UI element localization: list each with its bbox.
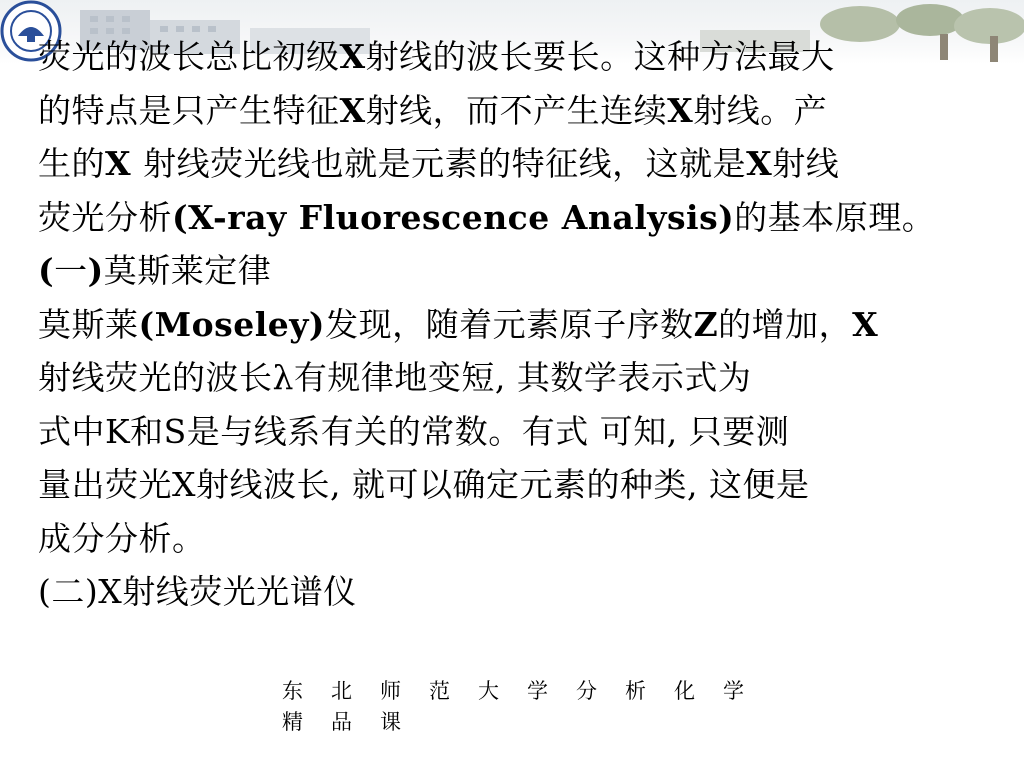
text-run: Z <box>693 304 719 344</box>
text-run: 可知, 只要测 <box>588 411 790 451</box>
footer-line-2: 精品课 <box>282 710 429 734</box>
text-run: 射线荧光的波长λ有规律地变短, 其数学表示式为 <box>38 358 752 397</box>
text-run: 的基本原理。 <box>734 197 936 237</box>
text-run: 荧光分析 <box>38 197 172 237</box>
text-line-6 <box>38 298 988 352</box>
text-run: X <box>667 90 694 130</box>
text-line-7 <box>38 351 988 405</box>
text-run: ( <box>38 251 55 290</box>
text-run: 莫斯莱定律 <box>103 251 272 290</box>
text-run: (Moseley) <box>138 304 326 344</box>
text-run: X <box>105 144 144 183</box>
text-run: X <box>746 144 773 183</box>
text-run: X <box>339 37 366 76</box>
text-run: 一 <box>54 251 88 290</box>
text-run: 射线的波长要长。这种方法最大 <box>365 37 835 76</box>
text-run: 射线 <box>772 144 840 183</box>
text-run: (X-ray Fluorescence Analysis) <box>172 197 735 237</box>
text-run: 射线。产 <box>693 90 828 130</box>
text-run: X <box>339 90 366 130</box>
text-run: 莫斯莱 <box>38 304 139 344</box>
text-line-1 <box>38 30 988 84</box>
text-run: 荧光的波长总比初级 <box>38 37 340 76</box>
text-run: 射线荧光线也就是元素的特征线，这就是 <box>143 144 747 183</box>
text-line-4 <box>38 191 988 245</box>
text-line-9 <box>38 458 988 512</box>
text-run: 发现，随着元素原子序数 <box>325 304 694 344</box>
text-line-8 <box>38 405 988 459</box>
text-line-2 <box>38 84 988 138</box>
text-run: (二)X射线荧光光谱仪 <box>38 572 357 611</box>
text-run: 射线，而不产生连续 <box>365 90 668 130</box>
text-run: 量出荧光X射线波长, 就可以确定元素的种类, 这便是 <box>38 465 810 504</box>
footer-line-1: 东北师范大学分析化学 <box>282 679 772 703</box>
text-run: 的增加， <box>718 304 853 344</box>
slide-body <box>38 30 988 619</box>
text-run: 成分分析。 <box>38 518 206 558</box>
text-run: ) <box>87 251 104 290</box>
text-line-11 <box>38 565 988 619</box>
text-line-5 <box>38 244 988 298</box>
text-run: X <box>852 304 879 344</box>
text-run: 式中K和S是与线系有关的常数。有式 <box>38 411 589 451</box>
text-run: 的特点是只产生特征 <box>38 90 340 130</box>
text-line-3 <box>38 137 988 191</box>
text-line-10 <box>38 512 988 566</box>
text-run: 生的 <box>38 144 105 183</box>
footer <box>282 676 772 738</box>
